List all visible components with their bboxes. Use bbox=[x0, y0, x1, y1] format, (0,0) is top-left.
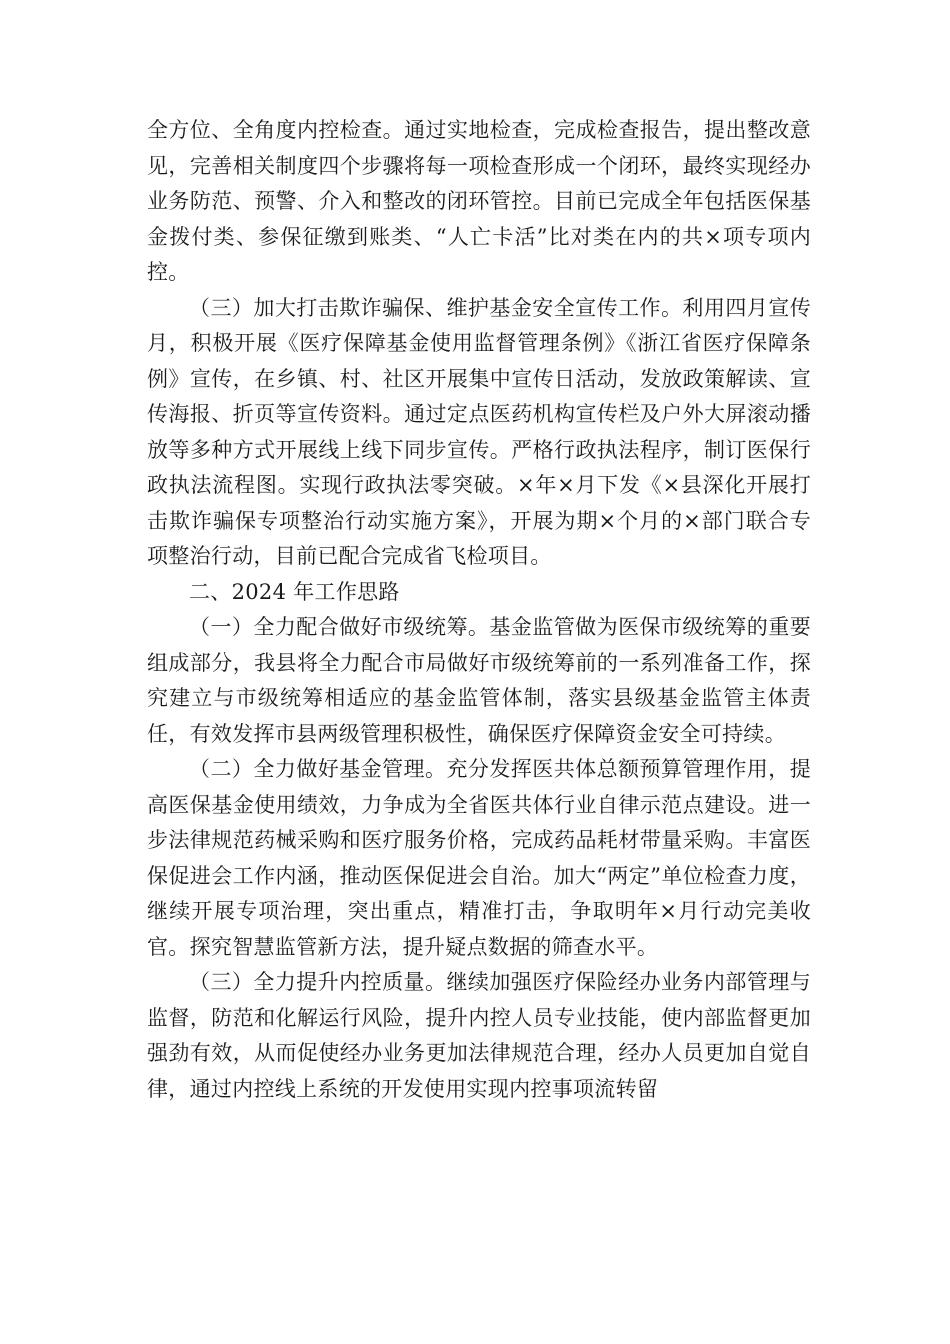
paragraph-internal-control: （三）全力提升内控质量。继续加强医疗保险经办业务内部管理与监督，防范和化解运行风险，提升内控人员专业技能，使内部监督更加强劲有效，从而促使经办业务更加法律规范合理，经办人员更加自觉自律，通过内控线上系统的开发使用实现内控事项流转留 bbox=[147, 970, 811, 1101]
paragraph-publicity-work: （三）加大打击欺诈骗保、维护基金安全宣传工作。利用四月宣传月，积极开展《医疗保障基金使用监督管理条例》《浙江省医疗保障条例》宣传，在乡镇、村、社区开展集中宣传日活动，发放政策解读、宣传海报、折页等宣传资料。通过定点医药机构宣传栏及户外大屏滚动播放等多种方式开展线上线下同步宣传。严格行政执法程序，制订医保行政执法流程图。实现行政执法零突破。×年×月下发《×县深化开展打击欺诈骗保专项整治行动实施方案》，开展为期×个月的×部门联合专项整治行动，目前已配合完成省飞检项目。 bbox=[147, 295, 811, 568]
paragraph-inspection-continuation: 全方位、全角度内控检查。通过实地检查，完成检查报告，提出整改意见，完善相关制度四个步骤将每一项检查形成一个闭环，最终实现经办业务防范、预警、介入和整改的闭环管控。目前已完成全年包括医保基金拨付类、参保征缴到账类、“人亡卡活”比对类在内的共×项专项内控。 bbox=[147, 118, 811, 284]
section-heading-2024-plan: 二、2024 年工作思路 bbox=[189, 579, 400, 604]
paragraph-fund-management: （二）全力做好基金管理。充分发挥医共体总额预算管理作用，提高医保基金使用绩效，力争成为全省医共体行业自律示范点建设。进一步法律规范药械采购和医疗服务价格，完成药品耗材带量采购。丰富医保促进会工作内涵，推动医保促进会自治。加大“两定”单位检查力度，继续开展专项治理，突出重点，精准打击，争取明年×月行动完美收官。探究智慧监管新方法，提升疑点数据的筛查水平。 bbox=[147, 757, 811, 959]
document-page bbox=[147, 113, 811, 1107]
paragraph-city-coordination: （一）全力配合做好市级统筹。基金监管做为医保市级统筹的重要组成部分，我县将全力配合市局做好市级统筹前的一系列准备工作，探究建立与市级统筹相适应的基金监管体制，落实县级基金监管主体责任，有效发挥市县两级管理积极性，确保医疗保障资金安全可持续。 bbox=[147, 615, 811, 746]
